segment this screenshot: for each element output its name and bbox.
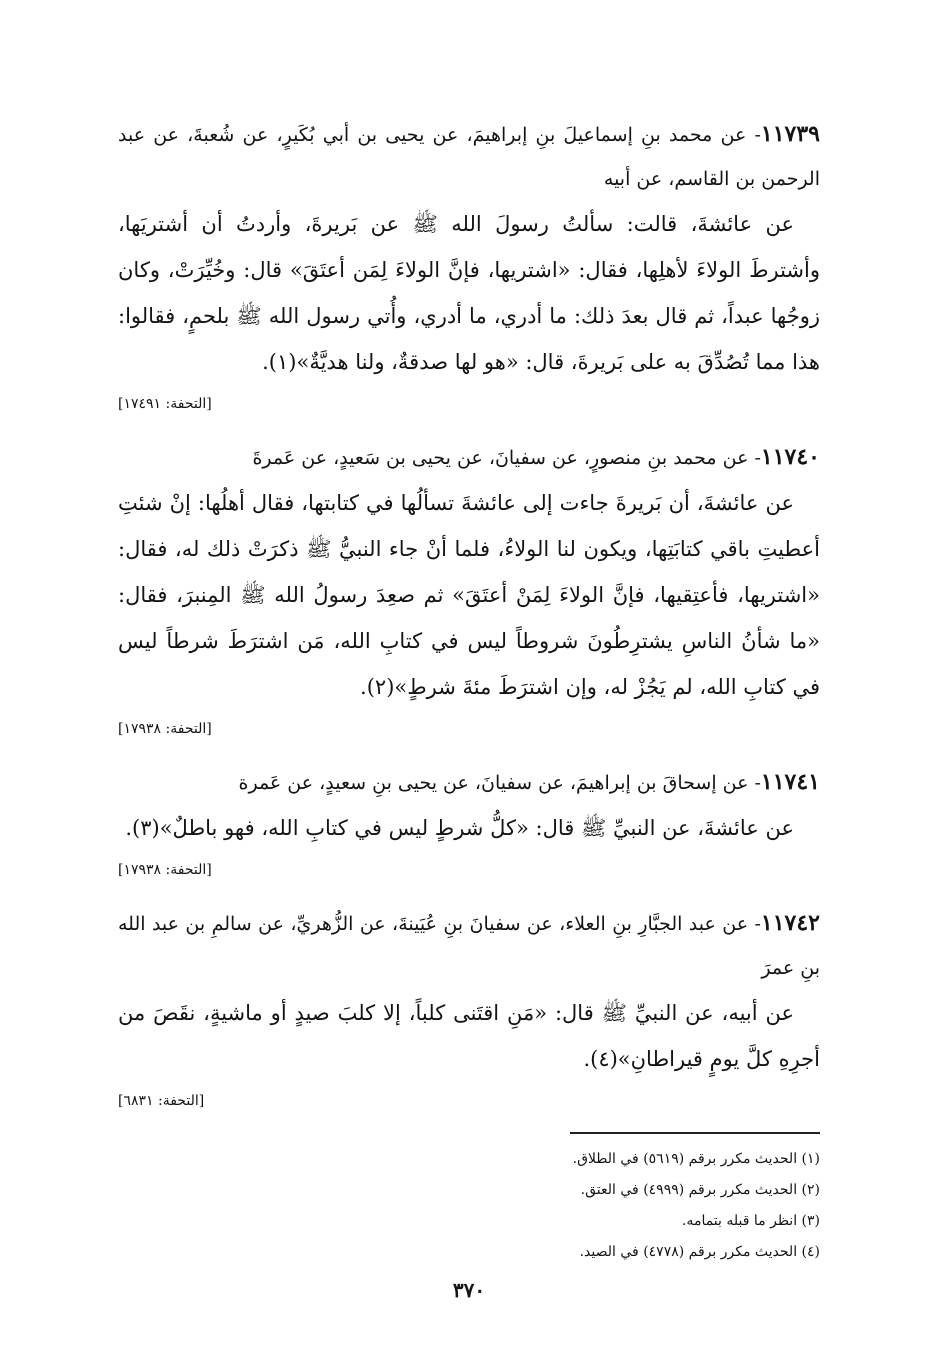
isnad-text: - عن إسحاقَ بن إبراهيمَ، عن سفيانَ، عن يحيى بنِ سعيدٍ، عن عَمرة	[238, 772, 761, 794]
isnad-text: - عن محمد بنِ منصورٍ، عن سفيانَ، عن يحيى بن سَعيدٍ، عن عَمرةَ	[252, 447, 761, 469]
footnote-item: (٤) الحديث مكرر برقم (٤٧٧٨) في الصيد.	[579, 1244, 820, 1260]
footnote-item: (٣) انظر ما قبله بتمامه.	[681, 1213, 820, 1229]
isnad-text: - عن عبد الجبَّارِ بنِ العلاء، عن سفيانَ بنِ عُيَينةَ، عن الزُّهريِّ، عن سالمِ بن عبد الله بنِ عمرَ	[118, 913, 820, 979]
footnote-item: (٢) الحديث مكرر برقم (٤٩٩٩) في العتق.	[580, 1182, 820, 1198]
tuhfa-text: [التحفة: ١٧٤٩١]	[118, 396, 212, 412]
footnotes	[118, 1144, 820, 1268]
isnad-11742	[118, 901, 820, 990]
matn-11739: عن عائشةَ، قالت: سألتُ رسولَ الله ﷺ عن بَريرةَ، وأردتُ أن أشتريَها، وأشترطَ الولاءَ لأهلِها، فقال: «اشتريها، فإنَّ الولاءَ لِمَن أعتَقَ» قال: وخُيِّرَتْ، وكان زوجُها عبداً، ثم قال بعدَ ذلك: ما أدري، ما أدري، وأُتي رسول الله ﷺ بلحمٍ، فقالوا: هذا مما تُصُدِّقَ به على بَريرةَ، قال: «هو لها صدقةٌ، ولنا هديَّةٌ»(١).	[118, 212, 820, 374]
tuhfa-reference	[118, 1088, 820, 1114]
footnote-item: (١) الحديث مكرر برقم (٥٦١٩) في الطلاق.	[572, 1151, 820, 1167]
tuhfa-reference	[118, 391, 820, 417]
book-page	[118, 112, 820, 1302]
tuhfa-text: [التحفة: ٦٨٣١]	[118, 1093, 205, 1109]
tuhfa-text: [التحفة: ١٧٩٣٨]	[118, 721, 212, 737]
hadith-number: ١١٧٤٢	[760, 910, 820, 936]
matn-11741: عن عائشةَ، عن النبيِّ ﷺ قال: «كلُّ شرطٍ ليس في كتابِ الله، فهو باطلٌ»(٣).	[125, 816, 794, 840]
isnad-11739	[118, 112, 820, 201]
page-number: ٣٧٠	[452, 1278, 486, 1302]
tuhfa-reference	[118, 716, 820, 742]
tuhfa-reference	[118, 857, 820, 883]
isnad-text: - عن محمد بنِ إسماعيلَ بنِ إبراهيمَ، عن يحيى بن أبي بُكَيرٍ، عن شُعبةَ، عن عبد الرحمن بن القاسم، عن أبيه	[118, 124, 820, 190]
hadith-number: ١١٧٣٩	[760, 121, 820, 147]
matn-11740: عن عائشةَ، أن بَريرةَ جاءت إلى عائشةَ تسألُها في كتابتها، فقال أهلُها: إنْ شئتِ أعطيتِ باقي كتابَتِها، ويكون لنا الولاءُ، فلما أنْ جاء النبيُّ ﷺ ذكرَتْ ذلك له، فقال: «اشتريها، فأعتِقيها، فإنَّ الولاءَ لِمَنْ أعتَقَ» ثم صعِدَ رسولُ الله ﷺ المِنبرَ، فقال: «ما شأنُ الناسِ يشترِطُونَ شروطاً ليس في كتابِ الله، مَن اشترَطَ شرطاً ليس في كتابِ الله، لم يَجُزْ له، وإن اشترَطَ مئةَ شرطٍ»(٢).	[118, 491, 820, 699]
hadith-number: ١١٧٤١	[760, 769, 820, 795]
hadith-number: ١١٧٤٠	[760, 444, 820, 470]
tuhfa-text: [التحفة: ١٧٩٣٨]	[118, 862, 212, 878]
matn-11742: عن أبيه، عن النبيِّ ﷺ قال: «مَنِ اقتَنى كلباً، إلا كلبَ صيدٍ أو ماشيةٍ، نقَصَ من أجرِهِ كلَّ يومٍ قيراطانِ»(٤).	[118, 1001, 820, 1071]
footnote-divider	[570, 1132, 820, 1134]
isnad-11740	[118, 435, 820, 480]
isnad-11741	[118, 760, 820, 805]
